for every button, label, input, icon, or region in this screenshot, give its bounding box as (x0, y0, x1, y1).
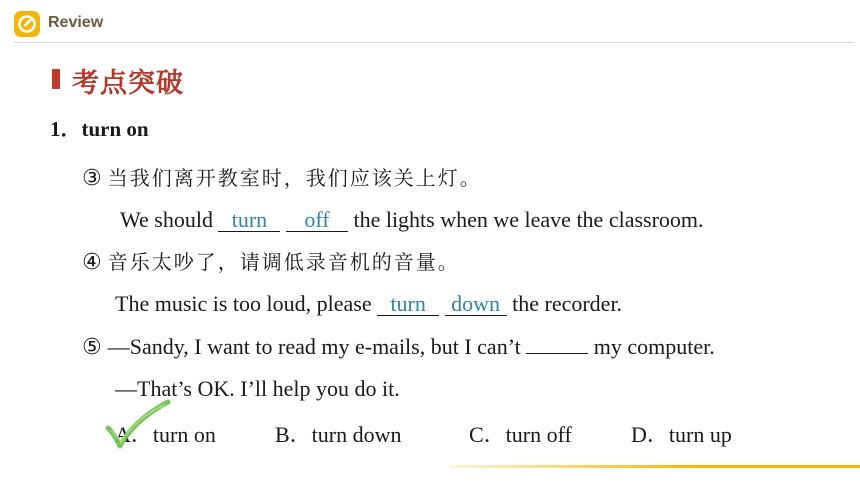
section-marker (52, 69, 60, 89)
q3-chinese-line (82, 165, 482, 192)
q3-chinese: 当我们离开教室时，我们应该关上灯。 (107, 166, 482, 190)
check-mark-icon (104, 398, 172, 454)
q5-line-1 (82, 334, 715, 361)
q4-blank-2: down (445, 293, 507, 316)
option-b: B．turn down (275, 422, 402, 447)
header-title: Review (48, 14, 104, 31)
q4-pre: The music is too loud, please (115, 291, 378, 316)
q3-english-line (120, 207, 704, 233)
review-logo-icon (14, 11, 40, 37)
q3-blank-2: off (286, 209, 348, 232)
q4-chinese-line (82, 249, 460, 276)
q3-post: the lights when we leave the classroom. (347, 207, 704, 232)
option-d: D．turn up (631, 422, 732, 447)
option-a: A．turn on (115, 422, 216, 447)
q3-blank-1: turn (218, 209, 280, 232)
q3-number: ③ (82, 166, 102, 191)
q4-number: ④ (82, 250, 102, 275)
q5-line1-post: my computer. (588, 334, 715, 359)
section-title: 考点突破 (72, 68, 184, 99)
q5-blank (526, 353, 588, 354)
q5-number: ⑤ (82, 335, 102, 360)
option-c: C．turn off (469, 422, 572, 447)
q4-post: the recorder. (506, 291, 623, 316)
item-heading: 1．turn on (50, 117, 149, 141)
q5-line1-pre: —Sandy, I want to read my e-mails, but I can’t (107, 334, 527, 359)
slide-header (0, 0, 860, 46)
q4-chinese: 音乐太吵了，请调低录音机的音量。 (107, 250, 460, 274)
footer-accent-line (450, 465, 860, 468)
q4-blank-1: turn (377, 293, 439, 316)
q3-pre: We should (120, 207, 219, 232)
q4-english-line (115, 291, 622, 317)
header-divider (14, 42, 854, 43)
q5-line-2: —That’s OK. I’ll help you do it. (115, 376, 400, 401)
